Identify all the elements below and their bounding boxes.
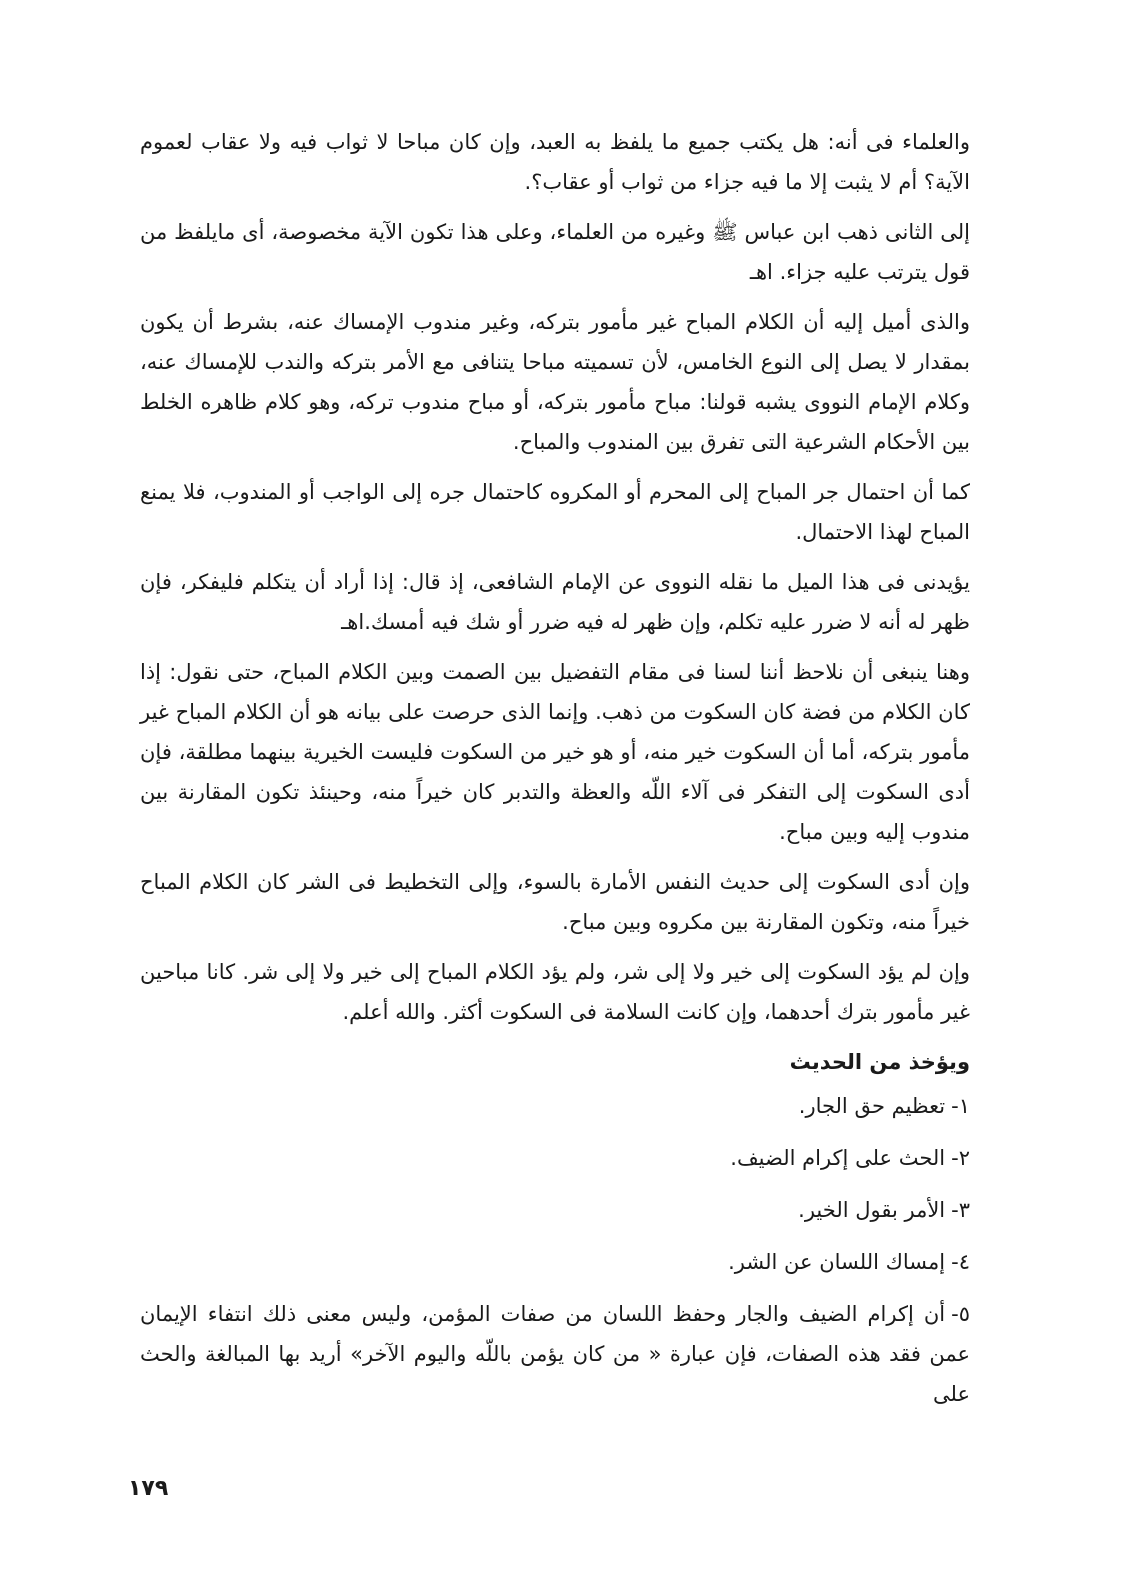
list-item-number: ٣- (951, 1198, 970, 1222)
list-item (140, 1138, 970, 1178)
paragraph-1: والعلماء فى أنه: هل يكتب جميع ما يلفظ به العبد، وإن كان مباحا لا ثواب فيه ولا عقاب لعموم الآية؟ أم لا يثبت إلا ما فيه جزاء من ثواب أو عقاب؟. (140, 130, 970, 194)
list-item-number: ٤- (951, 1250, 970, 1274)
list-item-text: تعظيم حق الجار. (798, 1094, 946, 1118)
list-item-text: إمساك اللسان عن الشر. (728, 1250, 946, 1274)
page-body (140, 122, 970, 1426)
list-item-number: ٢- (951, 1146, 970, 1170)
section-heading: ويؤخذ من الحديث (789, 1050, 970, 1074)
paragraph-7: وإن أدى السكوت إلى حديث النفس الأمارة بالسوء، وإلى التخطيط فى الشر كان الكلام المباح خيراً منه، وتكون المقارنة بين مكروه وبين مباح. (140, 870, 970, 934)
list-item-number: ١- (951, 1094, 970, 1118)
paragraph-3: والذى أميل إليه أن الكلام المباح غير مأمور بتركه، وغير مندوب الإمساك عنه، بشرط أن يكون بمقدار لا يصل إلى النوع الخامس، لأن تسميته مباحا يتنافى مع الأمر بتركه والندب للإمساك عنه، وكلام الإمام النووى يشبه قولنا: مباح مأمور بتركه، أو مباح مندوب تركه، وهو كلام ظاهره الخلط بين الأحكام الشرعية التى تفرق بين المندوب والمباح. (140, 310, 970, 454)
list-item (140, 1086, 970, 1126)
list-item-text: الحث على إكرام الضيف. (730, 1146, 946, 1170)
list-item (140, 1242, 970, 1282)
page-number: ١٧٩ (128, 1476, 169, 1501)
paragraph-4: كما أن احتمال جر المباح إلى المحرم أو المكروه كاحتمال جره إلى الواجب أو المندوب، فلا يمنع المباح لهذا الاحتمال. (140, 480, 970, 544)
paragraph-2: إلى الثانى ذهب ابن عباس ﷺ وغيره من العلماء، وعلى هذا تكون الآية مخصوصة، أى مايلفظ من قول يترتب عليه جزاء. اهـ (140, 220, 970, 284)
paragraph-8: وإن لم يؤد السكوت إلى خير ولا إلى شر، ولم يؤد الكلام المباح إلى خير ولا إلى شر. كانا مباحين غير مأمور بترك أحدهما، وإن كانت السلامة فى السكوت أكثر. والله أعلم. (140, 960, 970, 1024)
paragraph-5: يؤيدنى فى هذا الميل ما نقله النووى عن الإمام الشافعى، إذ قال: إذا أراد أن يتكلم فليفكر، فإن ظهر له أنه لا ضرر عليه تكلم، وإن ظهر له فيه ضرر أو شك فيه أمسك.اهـ (140, 570, 970, 634)
lessons-list (140, 1086, 970, 1414)
paragraph-6: وهنا ينبغى أن نلاحظ أننا لسنا فى مقام التفضيل بين الصمت وبين الكلام المباح، حتى نقول: إذا كان الكلام من فضة كان السكوت من ذهب. وإنما الذى حرصت على بيانه هو أن الكلام المباح غير مأمور بتركه، أما أن السكوت خير منه، أو هو خير من السكوت فليست الخيرية بينهما مطلقة، فإن أدى السكوت إلى التفكر فى آلاء اللّه والعظة والتدبر كان خيراً منه، وحينئذ تكون المقارنة بين مندوب إليه وبين مباح. (140, 660, 970, 844)
list-item (140, 1294, 970, 1414)
list-item-text: أن إكرام الضيف والجار وحفظ اللسان من صفات المؤمن، وليس معنى ذلك انتفاء الإيمان عمن فقد هذه الصفات، فإن عبارة « من كان يؤمن باللّه واليوم الآخر» أريد بها المبالغة والحث على (140, 1302, 970, 1406)
list-item-text: الأمر بقول الخير. (798, 1198, 946, 1222)
list-item (140, 1190, 970, 1230)
list-item-number: ٥- (951, 1302, 970, 1326)
